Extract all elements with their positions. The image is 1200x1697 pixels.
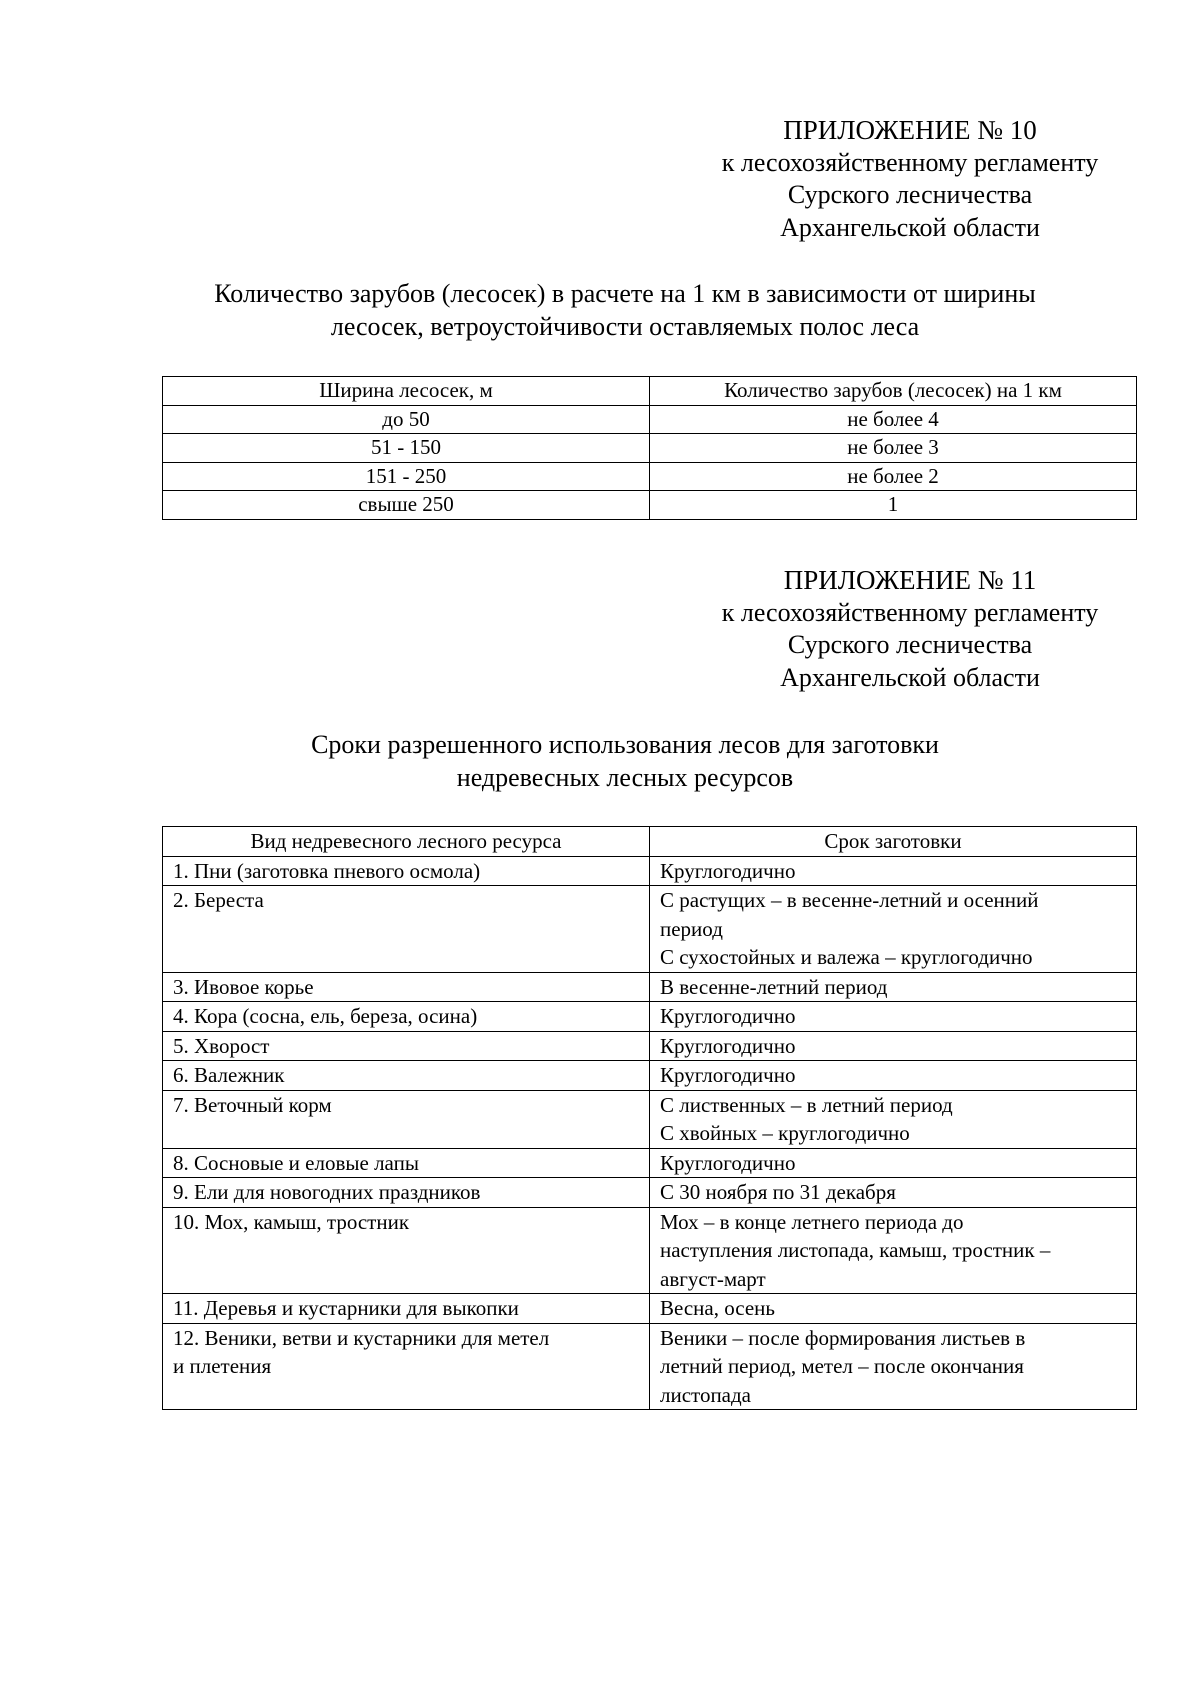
table-row (163, 1061, 1137, 1091)
column-header-resource: Вид недревесного лесного ресурса (163, 827, 650, 857)
table-row (163, 1294, 1137, 1324)
resource-cell (163, 856, 650, 886)
table-cell: не более 4 (650, 405, 1137, 434)
appendix-10-title-line2: лесосек, ветроустойчивости оставляемых полос леса (330, 312, 920, 341)
table-header-row (163, 827, 1137, 857)
resource-cell (163, 972, 650, 1002)
cell-text-line: 1. Пни (заготовка пневого осмола) (173, 858, 481, 883)
table-cell: свыше 250 (163, 491, 650, 520)
cell-text-line: Весна, осень (660, 1296, 775, 1320)
appendix-11-title-line2: недревесных лесных ресурсов (456, 763, 794, 792)
appendix-11-title-line1: Сроки разрешенного использования лесов для заготовки (311, 730, 939, 759)
appendix-10-line4: Архангельской области (780, 212, 1040, 242)
appendix-10-title-line1: Количество зарубов (лесосек) в расчете на 1 км в зависимости от ширины (214, 279, 1036, 308)
cell-text-line: период (660, 916, 723, 941)
cell-text-line: Круглогодично (660, 1150, 796, 1175)
cell-text-line: август-март (660, 1266, 766, 1291)
term-cell (650, 1061, 1137, 1091)
term-cell (650, 856, 1137, 886)
appendix-10-number: ПРИЛОЖЕНИЕ № 10 (783, 115, 1037, 145)
cell-text-line: С сухостойных и валежа – круглогодично (660, 945, 1033, 969)
table-row (163, 434, 1137, 463)
column-header-count: Количество зарубов (лесосек) на 1 км (650, 377, 1137, 406)
resource-cell (163, 1148, 650, 1178)
term-cell (650, 1323, 1137, 1410)
harvest-terms-body (163, 856, 1137, 1410)
cell-text-line: Круглогодично (660, 858, 796, 883)
cell-text-line: 3. Ивовое корье (173, 974, 314, 999)
resource-cell (163, 1294, 650, 1324)
cell-text-line: Круглогодично (660, 1033, 796, 1058)
table-row (163, 1178, 1137, 1208)
cell-text-line: С растущих – в весенне-летний и осенний (660, 888, 1039, 912)
table-row (163, 1207, 1137, 1294)
table-header-row (163, 377, 1137, 406)
cell-text-line: 2. Береста (173, 888, 264, 912)
cell-text-line: Мох – в конце летнего периода до (660, 1209, 964, 1234)
term-cell (650, 886, 1137, 973)
table-row (163, 1323, 1137, 1410)
table-row (163, 491, 1137, 520)
harvest-terms-table (162, 826, 1137, 1410)
term-cell (650, 1031, 1137, 1061)
table-cell: не более 3 (650, 434, 1137, 463)
column-header-width: Ширина лесосек, м (163, 377, 650, 406)
table-row (163, 886, 1137, 973)
appendix-10-line2: к лесохозяйственному регламенту (721, 147, 1099, 177)
appendix-10-title (130, 277, 1120, 343)
cell-text-line: С 30 ноября по 31 декабря (660, 1180, 896, 1204)
appendix-11-header (690, 564, 1130, 694)
column-header-term: Срок заготовки (650, 827, 1137, 857)
cell-text-line: С хвойных – круглогодично (660, 1121, 910, 1145)
cell-text-line: Круглогодично (660, 1004, 796, 1028)
table-row (163, 972, 1137, 1002)
table-cell: не более 2 (650, 462, 1137, 491)
cell-text-line: летний период, метел – после окончания (660, 1354, 1024, 1378)
cell-text-line: С лиственных – в летний период (660, 1092, 953, 1117)
table-cell: 1 (650, 491, 1137, 520)
cell-text-line: и плетения (173, 1354, 272, 1378)
appendix-11-number: ПРИЛОЖЕНИЕ № 11 (783, 565, 1037, 595)
term-cell (650, 1148, 1137, 1178)
term-cell (650, 1178, 1137, 1208)
appendix-11-title (130, 728, 1120, 794)
cell-text-line: 9. Ели для новогодних праздников (173, 1180, 481, 1204)
table-row (163, 405, 1137, 434)
resource-cell (163, 1031, 650, 1061)
resource-cell (163, 1323, 650, 1410)
resource-cell (163, 1207, 650, 1294)
term-cell (650, 1002, 1137, 1032)
resource-cell (163, 1090, 650, 1148)
cell-text-line: 11. Деревья и кустарники для выкопки (173, 1296, 519, 1320)
table-cell: до 50 (163, 405, 650, 434)
cell-text-line: 10. Мох, камыш, тростник (173, 1209, 410, 1234)
cell-text-line: 4. Кора (сосна, ель, береза, осина) (173, 1004, 478, 1028)
table-row (163, 1148, 1137, 1178)
cell-text-line: 6. Валежник (173, 1063, 285, 1087)
cell-text-line: 12. Веники, ветви и кустарники для метел (173, 1325, 550, 1350)
table-row (163, 1031, 1137, 1061)
term-cell (650, 1294, 1137, 1324)
appendix-11-line2: к лесохозяйственному регламенту (721, 597, 1099, 627)
cutting-areas-table (162, 376, 1137, 520)
term-cell (650, 1090, 1137, 1148)
cell-text-line: листопада (660, 1382, 752, 1407)
resource-cell (163, 1178, 650, 1208)
resource-cell (163, 886, 650, 973)
appendix-10-header (690, 114, 1130, 244)
cell-text-line: Круглогодично (660, 1063, 796, 1087)
table-row (163, 1090, 1137, 1148)
appendix-11-line3: Сурского лесничества (787, 630, 1033, 659)
table-row (163, 856, 1137, 886)
table-row (163, 1002, 1137, 1032)
table-row (163, 462, 1137, 491)
table-cell: 51 - 150 (163, 434, 650, 463)
term-cell (650, 1207, 1137, 1294)
table-cell: 151 - 250 (163, 462, 650, 491)
cell-text-line: Веники – после формирования листьев в (660, 1325, 1026, 1350)
cell-text-line: 7. Веточный корм (173, 1092, 332, 1117)
cell-text-line: 8. Сосновые и еловые лапы (173, 1150, 419, 1175)
resource-cell (163, 1061, 650, 1091)
term-cell (650, 972, 1137, 1002)
resource-cell (163, 1002, 650, 1032)
cell-text-line: В весенне-летний период (660, 974, 888, 999)
cell-text-line: наступления листопада, камыш, тростник – (660, 1238, 1051, 1262)
appendix-11-line4: Архангельской области (780, 662, 1040, 692)
appendix-10-line3: Сурского лесничества (787, 180, 1033, 209)
cell-text-line: 5. Хворост (173, 1033, 270, 1058)
